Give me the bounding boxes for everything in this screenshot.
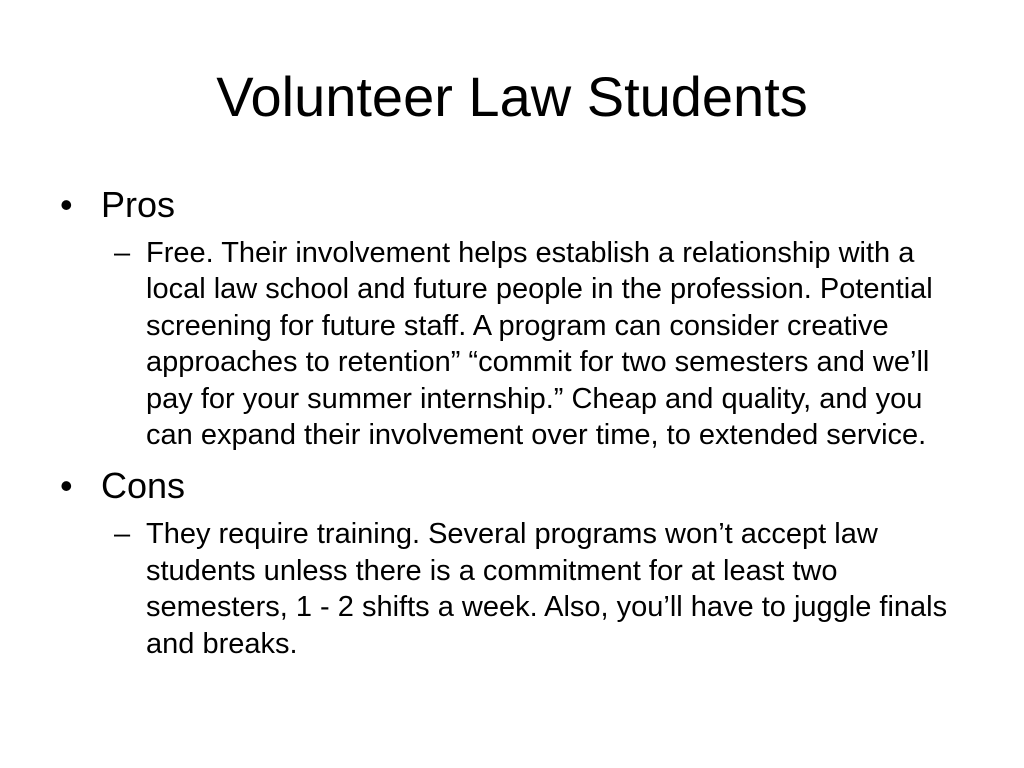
dash-icon: –	[114, 237, 131, 269]
slide-title: Volunteer Law Students	[216, 65, 808, 128]
dash-icon: –	[114, 518, 131, 551]
slide-body	[60, 184, 980, 662]
sub-bullet-pros-text: Free. Their involvement helps establish a relationship with a local law school and future people in the profession. Potential screening for future staff. A program can consider creative approaches to retention” “commit for two semesters and we’ll pay for your summer internship.” Cheap and quality, and you can expand their involvement over time, to extended service.	[146, 237, 933, 452]
sub-bullet-pros	[114, 235, 966, 453]
sub-bullet-cons-text: They require training. Several programs won’t accept law students unless there is a commitment for at least two semesters, 1 - 2 shifts a week. Also, you’ll have to juggle finals and breaks.	[146, 518, 948, 660]
sub-bullet-cons	[114, 516, 966, 662]
bullet-cons	[60, 465, 980, 507]
bullet-icon: •	[60, 465, 73, 507]
bullet-icon: •	[60, 184, 73, 225]
bullet-pros	[60, 184, 980, 226]
bullet-label-cons: Cons	[101, 465, 186, 507]
bullet-label-pros: Pros	[101, 184, 176, 225]
